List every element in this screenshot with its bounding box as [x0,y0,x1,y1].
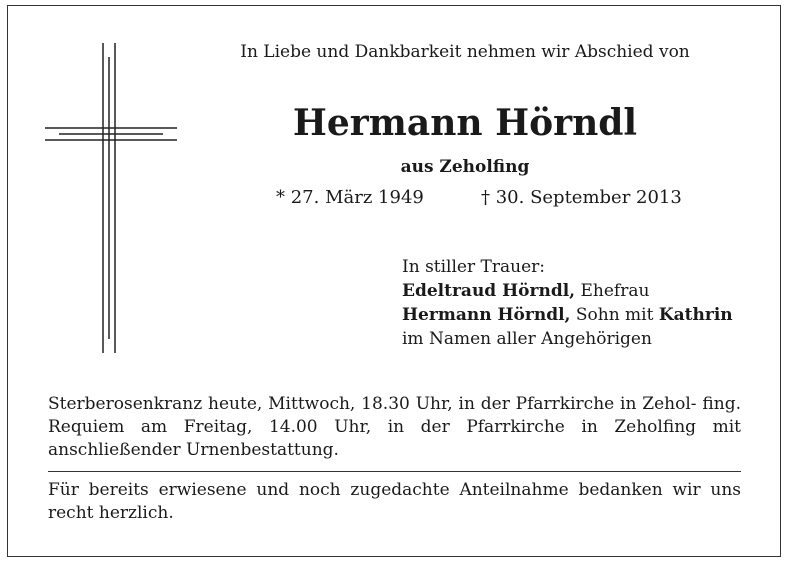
deceased-origin: aus Zeholfing [400,157,530,177]
thanks-text [48,479,741,525]
son-name: Hermann Hörndl, [402,305,571,325]
birth-date: * 27. März 1949 [276,187,424,208]
deceased-name: Hermann Hörndl [292,102,638,144]
thanks-line: uns recht herzlich. [48,480,741,523]
mourning-closing: im Namen aller Angehörigen [402,329,652,349]
service-info [48,393,741,462]
thanks-line: Für bereits erwiesene und noch zugedachte Anteilnahme bedanken wir [48,480,701,500]
divider [48,471,741,472]
service-line: Sterberosenkranz heute, Mittwoch, 18.30 Uhr, in der Pfarrkirche in Zehol- [48,394,697,414]
son-role: Sohn mit [570,305,659,325]
wife-role: Ehefrau [575,281,650,301]
intro-text: In Liebe und Dankbarkeit nehmen wir Abschied von [240,42,690,62]
wife-name: Edeltraud Hörndl, [402,281,576,301]
mourning-heading: In stiller Trauer: [402,257,545,277]
cross-icon [45,43,177,353]
mourner-wife [402,279,733,303]
mourner-son [402,303,733,327]
partner-name: Kathrin [658,305,733,325]
service-line: fing. Requiem am Freitag, 14.00 Uhr, in der Pfarrkirche in Zeholfing mit [48,394,741,437]
death-date: † 30. September 2013 [481,187,682,208]
service-line: anschließender Urnenbestattung. [48,440,339,460]
mourners-block [402,255,733,351]
